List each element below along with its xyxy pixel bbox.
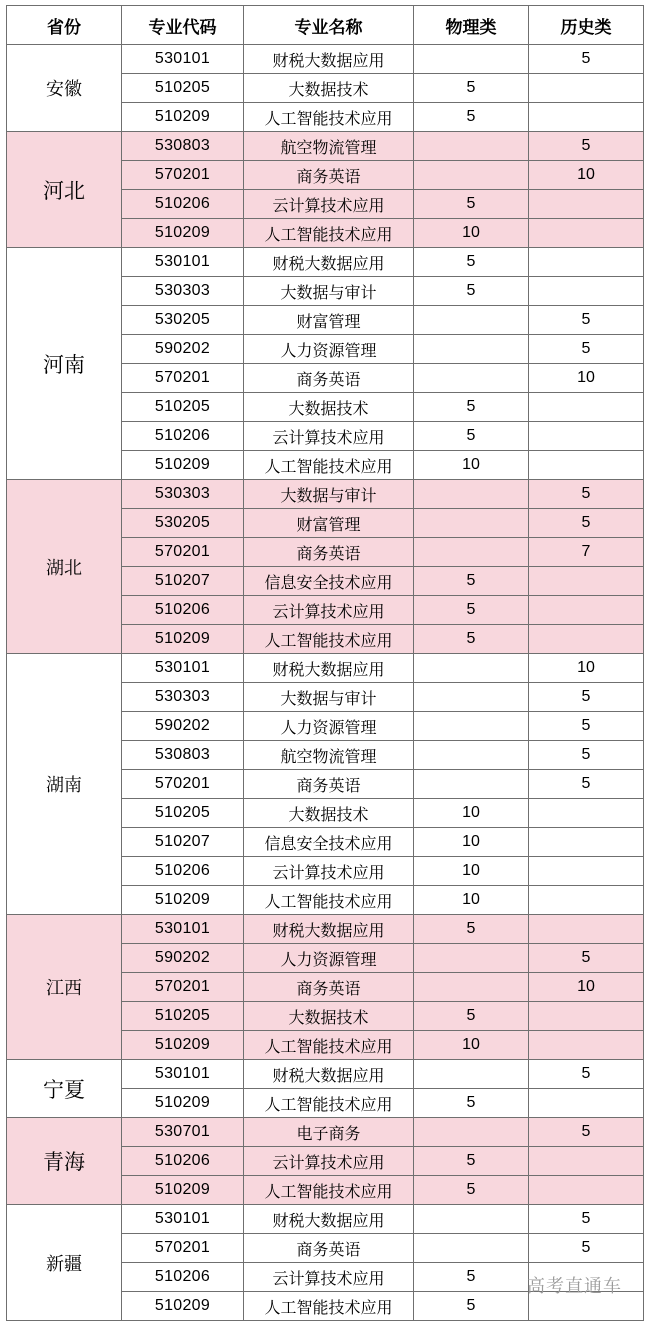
physics-cell: 10 bbox=[414, 799, 529, 828]
major-code-cell: 530303 bbox=[122, 480, 244, 509]
history-cell: 10 bbox=[529, 654, 644, 683]
major-name-cell: 财富管理 bbox=[244, 306, 414, 335]
major-code-cell: 510209 bbox=[122, 886, 244, 915]
physics-cell: 5 bbox=[414, 1292, 529, 1321]
major-code-cell: 510209 bbox=[122, 625, 244, 654]
history-cell: 5 bbox=[529, 944, 644, 973]
physics-cell bbox=[414, 1205, 529, 1234]
table-row bbox=[7, 1060, 644, 1089]
physics-cell: 10 bbox=[414, 219, 529, 248]
major-name-cell: 大数据技术 bbox=[244, 74, 414, 103]
major-code-cell: 510209 bbox=[122, 1176, 244, 1205]
table-row bbox=[7, 1205, 644, 1234]
major-name-cell: 人力资源管理 bbox=[244, 944, 414, 973]
major-name-cell: 大数据技术 bbox=[244, 1002, 414, 1031]
physics-cell: 5 bbox=[414, 567, 529, 596]
major-code-cell: 530803 bbox=[122, 741, 244, 770]
physics-cell: 5 bbox=[414, 1089, 529, 1118]
history-cell: 5 bbox=[529, 1205, 644, 1234]
history-cell bbox=[529, 74, 644, 103]
major-name-cell: 云计算技术应用 bbox=[244, 1147, 414, 1176]
physics-cell: 5 bbox=[414, 625, 529, 654]
history-cell: 5 bbox=[529, 1118, 644, 1147]
history-cell: 5 bbox=[529, 683, 644, 712]
history-cell: 5 bbox=[529, 1234, 644, 1263]
physics-cell: 5 bbox=[414, 103, 529, 132]
physics-cell: 5 bbox=[414, 1176, 529, 1205]
table-row bbox=[7, 1118, 644, 1147]
major-code-cell: 510205 bbox=[122, 799, 244, 828]
province-cell: 河北 bbox=[7, 132, 122, 248]
major-code-cell: 590202 bbox=[122, 335, 244, 364]
major-code-cell: 510206 bbox=[122, 596, 244, 625]
major-name-cell: 人工智能技术应用 bbox=[244, 1176, 414, 1205]
major-code-cell: 570201 bbox=[122, 161, 244, 190]
table-row bbox=[7, 248, 644, 277]
major-code-cell: 510206 bbox=[122, 422, 244, 451]
header-major-name: 专业名称 bbox=[244, 6, 414, 45]
physics-cell bbox=[414, 509, 529, 538]
physics-cell bbox=[414, 973, 529, 1002]
history-cell bbox=[529, 799, 644, 828]
major-code-cell: 530101 bbox=[122, 915, 244, 944]
major-name-cell: 财税大数据应用 bbox=[244, 1060, 414, 1089]
history-cell bbox=[529, 625, 644, 654]
physics-cell bbox=[414, 364, 529, 393]
history-cell: 5 bbox=[529, 712, 644, 741]
major-name-cell: 财税大数据应用 bbox=[244, 1205, 414, 1234]
table-body bbox=[7, 45, 644, 1321]
physics-cell: 5 bbox=[414, 596, 529, 625]
physics-cell bbox=[414, 335, 529, 364]
province-cell: 河南 bbox=[7, 248, 122, 480]
physics-cell bbox=[414, 683, 529, 712]
history-cell bbox=[529, 1147, 644, 1176]
header-history: 历史类 bbox=[529, 6, 644, 45]
physics-cell: 5 bbox=[414, 1263, 529, 1292]
major-name-cell: 人工智能技术应用 bbox=[244, 1031, 414, 1060]
history-cell: 10 bbox=[529, 973, 644, 1002]
major-name-cell: 人工智能技术应用 bbox=[244, 451, 414, 480]
major-name-cell: 商务英语 bbox=[244, 770, 414, 799]
major-name-cell: 航空物流管理 bbox=[244, 132, 414, 161]
major-name-cell: 人工智能技术应用 bbox=[244, 625, 414, 654]
history-cell: 5 bbox=[529, 770, 644, 799]
major-name-cell: 云计算技术应用 bbox=[244, 596, 414, 625]
major-code-cell: 510206 bbox=[122, 1147, 244, 1176]
physics-cell: 10 bbox=[414, 1031, 529, 1060]
major-code-cell: 510209 bbox=[122, 1031, 244, 1060]
major-code-cell: 530701 bbox=[122, 1118, 244, 1147]
major-code-cell: 530303 bbox=[122, 683, 244, 712]
province-cell: 江西 bbox=[7, 915, 122, 1060]
major-name-cell: 商务英语 bbox=[244, 973, 414, 1002]
major-name-cell: 大数据技术 bbox=[244, 799, 414, 828]
history-cell bbox=[529, 1031, 644, 1060]
history-cell bbox=[529, 828, 644, 857]
major-name-cell: 信息安全技术应用 bbox=[244, 567, 414, 596]
enrollment-table bbox=[6, 5, 644, 1321]
major-name-cell: 信息安全技术应用 bbox=[244, 828, 414, 857]
history-cell bbox=[529, 393, 644, 422]
major-name-cell: 人力资源管理 bbox=[244, 712, 414, 741]
physics-cell: 5 bbox=[414, 915, 529, 944]
table-row bbox=[7, 45, 644, 74]
major-code-cell: 530803 bbox=[122, 132, 244, 161]
major-name-cell: 财税大数据应用 bbox=[244, 654, 414, 683]
history-cell bbox=[529, 248, 644, 277]
major-name-cell: 航空物流管理 bbox=[244, 741, 414, 770]
physics-cell: 5 bbox=[414, 74, 529, 103]
header-row bbox=[7, 6, 644, 45]
physics-cell bbox=[414, 712, 529, 741]
major-code-cell: 530101 bbox=[122, 1205, 244, 1234]
major-code-cell: 570201 bbox=[122, 1234, 244, 1263]
major-name-cell: 云计算技术应用 bbox=[244, 190, 414, 219]
history-cell: 5 bbox=[529, 132, 644, 161]
major-name-cell: 云计算技术应用 bbox=[244, 422, 414, 451]
history-cell: 5 bbox=[529, 306, 644, 335]
history-cell: 5 bbox=[529, 335, 644, 364]
major-name-cell: 大数据与审计 bbox=[244, 480, 414, 509]
physics-cell: 10 bbox=[414, 857, 529, 886]
physics-cell: 5 bbox=[414, 422, 529, 451]
major-code-cell: 570201 bbox=[122, 770, 244, 799]
table-row bbox=[7, 480, 644, 509]
physics-cell bbox=[414, 1060, 529, 1089]
province-cell: 湖北 bbox=[7, 480, 122, 654]
history-cell: 5 bbox=[529, 509, 644, 538]
major-name-cell: 财富管理 bbox=[244, 509, 414, 538]
major-code-cell: 530101 bbox=[122, 248, 244, 277]
major-code-cell: 590202 bbox=[122, 944, 244, 973]
major-code-cell: 530101 bbox=[122, 45, 244, 74]
physics-cell bbox=[414, 480, 529, 509]
major-name-cell: 电子商务 bbox=[244, 1118, 414, 1147]
history-cell: 7 bbox=[529, 538, 644, 567]
history-cell bbox=[529, 886, 644, 915]
physics-cell bbox=[414, 944, 529, 973]
history-cell: 10 bbox=[529, 364, 644, 393]
major-code-cell: 530101 bbox=[122, 1060, 244, 1089]
major-name-cell: 人工智能技术应用 bbox=[244, 1292, 414, 1321]
physics-cell bbox=[414, 538, 529, 567]
major-name-cell: 商务英语 bbox=[244, 161, 414, 190]
physics-cell bbox=[414, 1118, 529, 1147]
history-cell bbox=[529, 1089, 644, 1118]
header-physics: 物理类 bbox=[414, 6, 529, 45]
major-name-cell: 云计算技术应用 bbox=[244, 857, 414, 886]
major-name-cell: 云计算技术应用 bbox=[244, 1263, 414, 1292]
major-name-cell: 商务英语 bbox=[244, 538, 414, 567]
major-name-cell: 大数据技术 bbox=[244, 393, 414, 422]
physics-cell bbox=[414, 306, 529, 335]
history-cell bbox=[529, 567, 644, 596]
history-cell: 5 bbox=[529, 480, 644, 509]
physics-cell: 5 bbox=[414, 1147, 529, 1176]
physics-cell bbox=[414, 770, 529, 799]
history-cell bbox=[529, 190, 644, 219]
major-name-cell: 财税大数据应用 bbox=[244, 915, 414, 944]
major-code-cell: 510207 bbox=[122, 828, 244, 857]
physics-cell: 5 bbox=[414, 1002, 529, 1031]
major-name-cell: 人工智能技术应用 bbox=[244, 219, 414, 248]
major-name-cell: 财税大数据应用 bbox=[244, 248, 414, 277]
major-code-cell: 590202 bbox=[122, 712, 244, 741]
history-cell: 10 bbox=[529, 161, 644, 190]
history-cell: 5 bbox=[529, 45, 644, 74]
physics-cell: 5 bbox=[414, 248, 529, 277]
history-cell bbox=[529, 1176, 644, 1205]
major-code-cell: 510206 bbox=[122, 1263, 244, 1292]
physics-cell bbox=[414, 654, 529, 683]
major-code-cell: 510209 bbox=[122, 103, 244, 132]
major-code-cell: 510209 bbox=[122, 1089, 244, 1118]
major-name-cell: 大数据与审计 bbox=[244, 277, 414, 306]
province-cell: 新疆 bbox=[7, 1205, 122, 1321]
major-name-cell: 商务英语 bbox=[244, 364, 414, 393]
physics-cell: 10 bbox=[414, 451, 529, 480]
physics-cell: 5 bbox=[414, 277, 529, 306]
province-cell: 安徽 bbox=[7, 45, 122, 132]
history-cell: 5 bbox=[529, 1060, 644, 1089]
history-cell bbox=[529, 422, 644, 451]
major-code-cell: 510205 bbox=[122, 1002, 244, 1031]
major-code-cell: 510209 bbox=[122, 451, 244, 480]
major-code-cell: 510209 bbox=[122, 219, 244, 248]
major-name-cell: 财税大数据应用 bbox=[244, 45, 414, 74]
major-name-cell: 商务英语 bbox=[244, 1234, 414, 1263]
major-code-cell: 530303 bbox=[122, 277, 244, 306]
major-code-cell: 510206 bbox=[122, 190, 244, 219]
history-cell bbox=[529, 915, 644, 944]
history-cell bbox=[529, 857, 644, 886]
major-name-cell: 人力资源管理 bbox=[244, 335, 414, 364]
history-cell bbox=[529, 596, 644, 625]
major-code-cell: 570201 bbox=[122, 364, 244, 393]
major-code-cell: 530205 bbox=[122, 509, 244, 538]
major-code-cell: 510207 bbox=[122, 567, 244, 596]
header-major-code: 专业代码 bbox=[122, 6, 244, 45]
watermark-text: 高考直通车 bbox=[527, 1276, 622, 1297]
header-province: 省份 bbox=[7, 6, 122, 45]
major-code-cell: 570201 bbox=[122, 538, 244, 567]
physics-cell: 5 bbox=[414, 190, 529, 219]
history-cell bbox=[529, 451, 644, 480]
major-code-cell: 510205 bbox=[122, 74, 244, 103]
table-row bbox=[7, 654, 644, 683]
major-code-cell: 530205 bbox=[122, 306, 244, 335]
physics-cell bbox=[414, 45, 529, 74]
history-cell bbox=[529, 103, 644, 132]
major-code-cell: 510205 bbox=[122, 393, 244, 422]
table-row bbox=[7, 132, 644, 161]
history-cell bbox=[529, 1002, 644, 1031]
major-name-cell: 人工智能技术应用 bbox=[244, 886, 414, 915]
major-name-cell: 大数据与审计 bbox=[244, 683, 414, 712]
physics-cell bbox=[414, 1234, 529, 1263]
major-name-cell: 人工智能技术应用 bbox=[244, 103, 414, 132]
table-row bbox=[7, 915, 644, 944]
physics-cell bbox=[414, 741, 529, 770]
province-cell: 湖南 bbox=[7, 654, 122, 915]
major-code-cell: 510209 bbox=[122, 1292, 244, 1321]
history-cell bbox=[529, 277, 644, 306]
province-cell: 宁夏 bbox=[7, 1060, 122, 1118]
major-code-cell: 570201 bbox=[122, 973, 244, 1002]
history-cell bbox=[529, 219, 644, 248]
physics-cell bbox=[414, 161, 529, 190]
major-code-cell: 530101 bbox=[122, 654, 244, 683]
physics-cell: 10 bbox=[414, 828, 529, 857]
province-cell: 青海 bbox=[7, 1118, 122, 1205]
physics-cell bbox=[414, 132, 529, 161]
major-name-cell: 人工智能技术应用 bbox=[244, 1089, 414, 1118]
physics-cell: 5 bbox=[414, 393, 529, 422]
physics-cell: 10 bbox=[414, 886, 529, 915]
major-code-cell: 510206 bbox=[122, 857, 244, 886]
history-cell: 5 bbox=[529, 741, 644, 770]
